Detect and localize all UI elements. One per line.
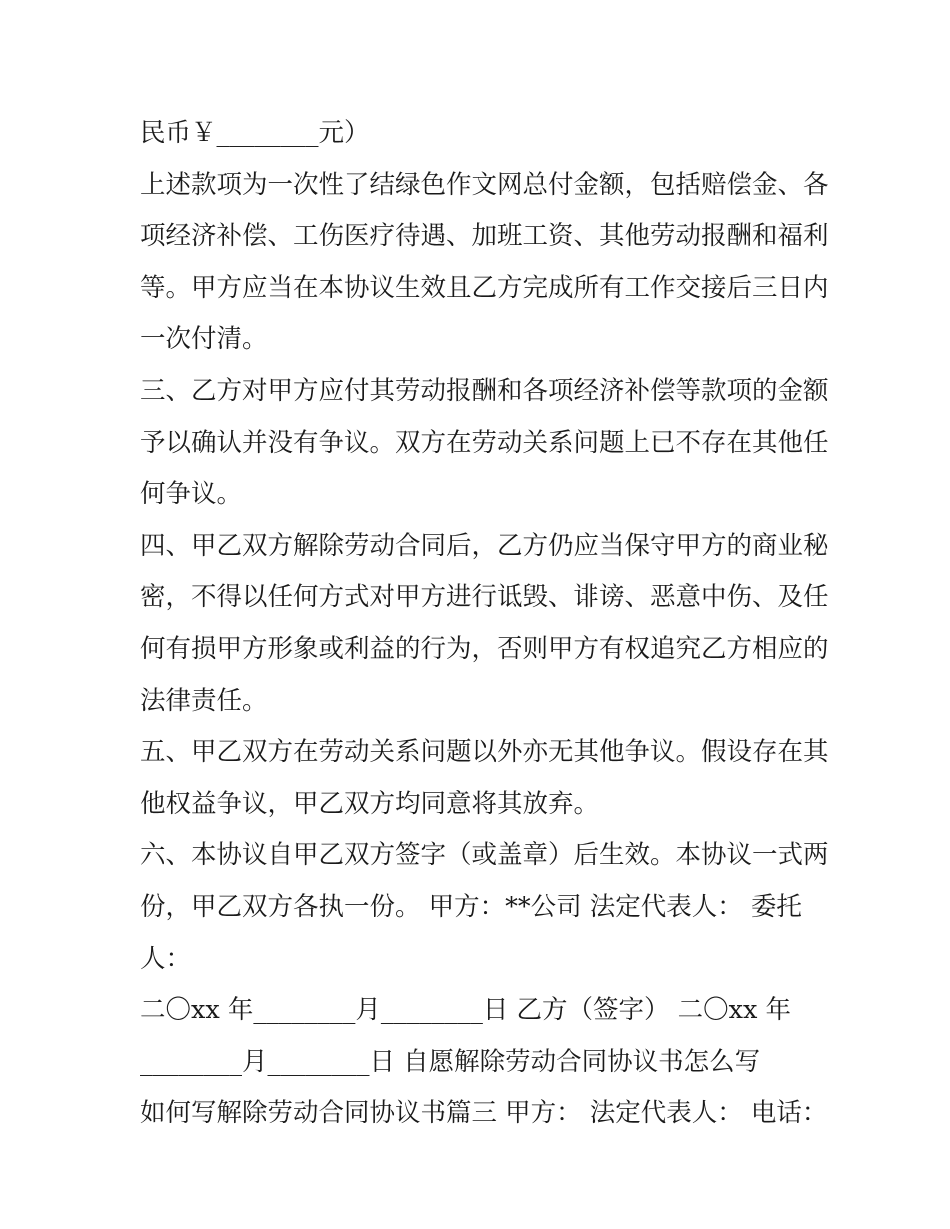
- line-text: 予以确认并没有争议。双方在劳动关系问题上已不存在其他任: [140, 427, 829, 458]
- document-body: [140, 108, 829, 1140]
- text-line: [140, 624, 829, 676]
- line-text: 他权益争议，甲乙双方均同意将其放弃。: [140, 788, 600, 819]
- text-line: [140, 211, 829, 263]
- text-line: [140, 469, 820, 521]
- line-text: 二〇xx 年________月________日 乙方（签字） 二〇xx 年: [140, 995, 791, 1026]
- line-text: 五、甲乙双方在劳动关系问题以外亦无其他争议。假设存在其: [140, 737, 829, 768]
- line-text: 何有损甲方形象或利益的行为，否则甲方有权追究乙方相应的: [140, 633, 829, 664]
- text-line: [140, 418, 829, 470]
- text-line: [140, 108, 820, 160]
- line-text: 民币￥________元）: [140, 118, 370, 148]
- line-text: 六、本协议自甲乙双方签字（或盖章）后生效。本协议一式两: [140, 840, 829, 871]
- line-text: 份，甲乙双方各执一份。 甲方：**公司 法定代表人： 委托: [140, 891, 802, 922]
- text-line: [140, 830, 829, 882]
- line-text: 人：: [140, 943, 192, 974]
- text-line: [140, 366, 829, 418]
- text-line: [140, 1037, 820, 1089]
- text-line: [140, 882, 820, 934]
- line-text: 一次付清。: [140, 324, 268, 355]
- text-line: [140, 676, 820, 728]
- text-line: [140, 160, 829, 212]
- line-text: 密，不得以任何方式对甲方进行诋毁、诽谤、恶意中伤、及任: [140, 582, 829, 613]
- text-line: [140, 1088, 828, 1140]
- text-line: [140, 779, 820, 831]
- line-text: 等。甲方应当在本协议生效且乙方完成所有工作交接后三日内: [140, 272, 829, 303]
- text-line: [140, 572, 829, 624]
- line-text: ________月________日 自愿解除劳动合同协议书怎么写: [140, 1046, 761, 1077]
- text-line: [140, 263, 829, 315]
- line-text: 三、乙方对甲方应付其劳动报酬和各项经济补偿等款项的金额: [140, 375, 829, 406]
- line-text: 何争议。: [140, 479, 243, 510]
- text-line: [140, 934, 820, 986]
- line-text: 项经济补偿、工伤医疗待遇、加班工资、其他劳动报酬和福利: [140, 221, 829, 252]
- line-text: 四、甲乙双方解除劳动合同后，乙方仍应当保守甲方的商业秘: [140, 530, 829, 561]
- text-line: [140, 727, 829, 779]
- line-text: 上述款项为一次性了结绿色作文网总付金额，包括赔偿金、各: [140, 169, 829, 200]
- text-line: [140, 314, 820, 366]
- line-text: 法律责任。: [140, 685, 268, 716]
- text-line: [140, 985, 820, 1037]
- line-text: 如何写解除劳动合同协议书篇三 甲方： 法定代表人： 电话：: [140, 1098, 828, 1129]
- text-line: [140, 521, 829, 573]
